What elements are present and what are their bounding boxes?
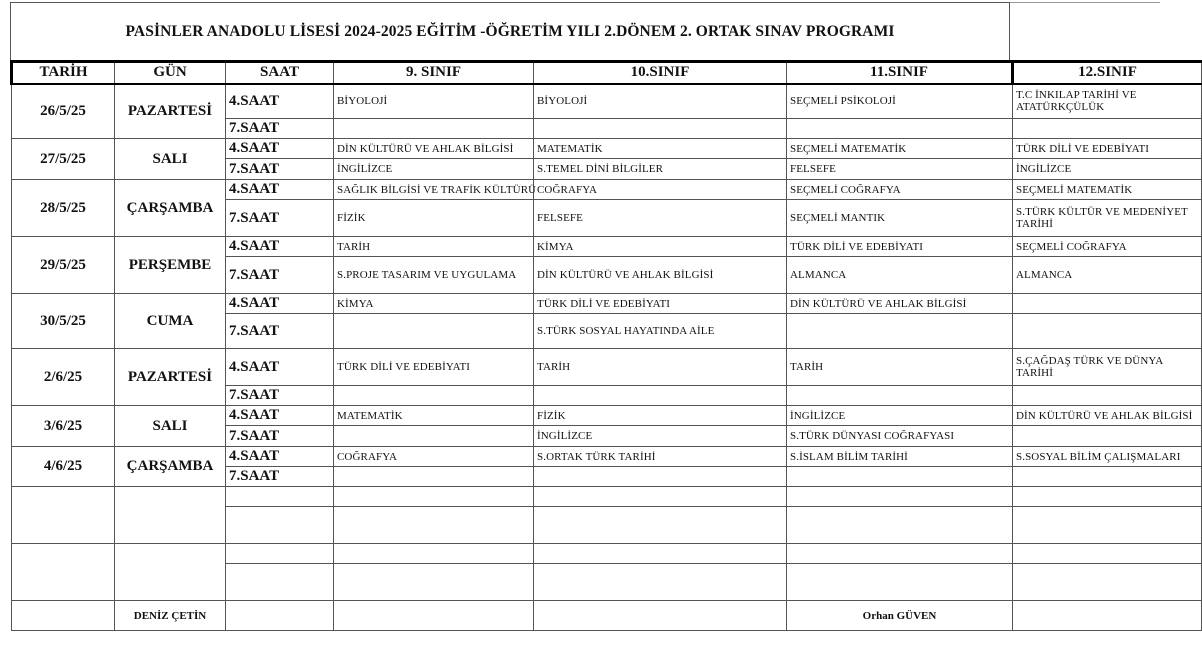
empty-cell[interactable]	[1013, 601, 1202, 631]
subject-cell[interactable]: FELSEFE	[534, 200, 787, 237]
subject-cell[interactable]: DİN KÜLTÜRÜ VE AHLAK BİLGİSİ	[787, 294, 1013, 314]
subject-cell[interactable]	[1013, 386, 1202, 406]
saat-cell[interactable]: 7.SAAT	[226, 386, 334, 406]
empty-cell[interactable]	[787, 544, 1013, 564]
subject-cell[interactable]: SEÇMELİ PSİKOLOJİ	[787, 84, 1013, 119]
date-cell[interactable]: 26/5/25	[12, 84, 115, 139]
header-tarih[interactable]: TARİH	[12, 62, 115, 84]
header-10-sinif[interactable]: 10.SINIF	[534, 62, 787, 84]
subject-cell[interactable]	[787, 386, 1013, 406]
empty-cell[interactable]	[334, 601, 534, 631]
subject-cell[interactable]: DİN KÜLTÜRÜ VE AHLAK BİLGİSİ	[1013, 406, 1202, 426]
saat-cell[interactable]: 7.SAAT	[226, 467, 334, 487]
subject-cell[interactable]	[1013, 467, 1202, 487]
signature-left[interactable]: DENİZ ÇETİN	[115, 601, 226, 631]
subject-cell[interactable]: İNGİLİZCE	[534, 426, 787, 447]
subject-cell[interactable]	[334, 386, 534, 406]
empty-cell[interactable]	[534, 507, 787, 544]
subject-cell[interactable]: KİMYA	[334, 294, 534, 314]
table-row	[12, 237, 1202, 257]
subject-cell[interactable]	[1013, 426, 1202, 447]
subject-cell[interactable]: TÜRK DİLİ VE EDEBİYATI	[1013, 139, 1202, 159]
subject-cell[interactable]	[787, 314, 1013, 349]
subject-cell[interactable]: SAĞLIK BİLGİSİ VE TRAFİK KÜLTÜRÜ	[334, 180, 534, 200]
day-cell[interactable]: SALI	[115, 406, 226, 447]
empty-cell[interactable]	[334, 544, 534, 564]
subject-cell[interactable]: COĞRAFYA	[534, 180, 787, 200]
saat-cell[interactable]: 7.SAAT	[226, 200, 334, 237]
saat-cell[interactable]: 4.SAAT	[226, 180, 334, 200]
subject-cell[interactable]: TARİH	[534, 349, 787, 386]
saat-cell[interactable]: 7.SAAT	[226, 119, 334, 139]
table-row	[12, 180, 1202, 200]
empty-cell[interactable]	[534, 544, 787, 564]
table-row	[12, 406, 1202, 426]
subject-cell[interactable]: TARİH	[787, 349, 1013, 386]
saat-cell[interactable]: 4.SAAT	[226, 349, 334, 386]
table-row	[12, 139, 1202, 159]
empty-cell[interactable]	[1013, 507, 1202, 544]
subject-cell[interactable]	[1013, 294, 1202, 314]
saat-cell[interactable]: 4.SAAT	[226, 447, 334, 467]
header-saat[interactable]: SAAT	[226, 62, 334, 84]
table-row	[12, 447, 1202, 467]
empty-cell[interactable]	[226, 507, 334, 544]
date-cell[interactable]: 3/6/25	[12, 406, 115, 447]
empty-cell[interactable]	[226, 487, 334, 507]
empty-cell[interactable]	[1013, 487, 1202, 507]
empty-cell[interactable]	[334, 507, 534, 544]
empty-cell[interactable]	[787, 507, 1013, 544]
signature-row	[12, 601, 1202, 631]
date-cell[interactable]: 2/6/25	[12, 349, 115, 406]
saat-cell[interactable]: 4.SAAT	[226, 406, 334, 426]
subject-cell[interactable]: İNGİLİZCE	[787, 406, 1013, 426]
subject-cell[interactable]: T.C İNKILAP TARİHİ VE ATATÜRKÇÜLÜK	[1013, 84, 1202, 119]
saat-cell[interactable]: 4.SAAT	[226, 237, 334, 257]
subject-cell[interactable]: MATEMATİK	[534, 139, 787, 159]
header-11-sinif[interactable]: 11.SINIF	[787, 62, 1013, 84]
table-row	[12, 487, 1202, 507]
subject-cell[interactable]: S.SOSYAL BİLİM ÇALIŞMALARI	[1013, 447, 1202, 467]
empty-cell[interactable]	[226, 601, 334, 631]
subject-cell[interactable]: TÜRK DİLİ VE EDEBİYATI	[534, 294, 787, 314]
table-row	[12, 294, 1202, 314]
subject-cell[interactable]: TÜRK DİLİ VE EDEBİYATI	[334, 349, 534, 386]
signature-right[interactable]: Orhan GÜVEN	[787, 601, 1013, 631]
day-cell[interactable]: PAZARTESİ	[115, 349, 226, 406]
subject-cell[interactable]: S.TÜRK SOSYAL HAYATINDA AİLE	[534, 314, 787, 349]
day-cell[interactable]: ÇARŞAMBA	[115, 180, 226, 237]
subject-cell[interactable]	[534, 386, 787, 406]
subject-cell[interactable]: BİYOLOJİ	[534, 84, 787, 119]
header-9-sinif[interactable]: 9. SINIF	[334, 62, 534, 84]
empty-date-cell[interactable]	[12, 544, 115, 601]
page-title: PASİNLER ANADOLU LİSESİ 2024-2025 EĞİTİM -ÖĞRETİM YILI 2.DÖNEM 2. ORTAK SINAV PROGRAMI	[125, 22, 895, 40]
saat-cell[interactable]: 7.SAAT	[226, 426, 334, 447]
table-row	[12, 349, 1202, 386]
date-cell[interactable]: 28/5/25	[12, 180, 115, 237]
empty-date-cell[interactable]	[12, 487, 115, 544]
empty-cell[interactable]	[534, 487, 787, 507]
subject-cell[interactable]	[1013, 119, 1202, 139]
subject-cell[interactable]	[334, 426, 534, 447]
subject-cell[interactable]: COĞRAFYA	[334, 447, 534, 467]
saat-cell[interactable]: 4.SAAT	[226, 139, 334, 159]
subject-cell[interactable]	[1013, 314, 1202, 349]
header-row	[12, 62, 1202, 84]
subject-cell[interactable]: ALMANCA	[787, 257, 1013, 294]
subject-cell[interactable]: İNGİLİZCE	[334, 159, 534, 180]
subject-cell[interactable]	[334, 467, 534, 487]
day-cell[interactable]: ÇARŞAMBA	[115, 447, 226, 487]
empty-header-cell[interactable]	[1010, 2, 1160, 60]
empty-cell[interactable]	[1013, 564, 1202, 601]
date-cell[interactable]: 29/5/25	[12, 237, 115, 294]
subject-cell[interactable]: SEÇMELİ COĞRAFYA	[1013, 237, 1202, 257]
subject-cell[interactable]: SEÇMELİ COĞRAFYA	[787, 180, 1013, 200]
saat-cell[interactable]: 7.SAAT	[226, 159, 334, 180]
subject-cell[interactable]: FİZİK	[534, 406, 787, 426]
saat-cell[interactable]: 7.SAAT	[226, 314, 334, 349]
subject-cell[interactable]: BİYOLOJİ	[334, 84, 534, 119]
subject-cell[interactable]: SEÇMELİ MANTIK	[787, 200, 1013, 237]
empty-cell[interactable]	[787, 487, 1013, 507]
subject-cell[interactable]: S.ORTAK TÜRK TARİHİ	[534, 447, 787, 467]
empty-cell[interactable]	[534, 564, 787, 601]
empty-cell[interactable]	[226, 564, 334, 601]
subject-cell[interactable]: DİN KÜLTÜRÜ VE AHLAK BİLGİSİ	[334, 139, 534, 159]
day-cell[interactable]: CUMA	[115, 294, 226, 349]
empty-day-cell[interactable]	[115, 544, 226, 601]
subject-cell[interactable]: FİZİK	[334, 200, 534, 237]
empty-cell[interactable]	[226, 544, 334, 564]
subject-cell[interactable]	[534, 467, 787, 487]
subject-cell[interactable]: TARİH	[334, 237, 534, 257]
subject-cell[interactable]: SEÇMELİ MATEMATİK	[787, 139, 1013, 159]
day-cell[interactable]: SALI	[115, 139, 226, 180]
subject-cell[interactable]: SEÇMELİ MATEMATİK	[1013, 180, 1202, 200]
saat-cell[interactable]: 4.SAAT	[226, 294, 334, 314]
title-cell[interactable]	[10, 2, 1010, 60]
subject-cell[interactable]: ALMANCA	[1013, 257, 1202, 294]
empty-day-cell[interactable]	[115, 487, 226, 544]
date-cell[interactable]: 27/5/25	[12, 139, 115, 180]
table-row	[12, 544, 1202, 564]
subject-cell[interactable]	[787, 467, 1013, 487]
subject-cell[interactable]: İNGİLİZCE	[1013, 159, 1202, 180]
date-cell[interactable]: 30/5/25	[12, 294, 115, 349]
subject-cell[interactable]	[534, 119, 787, 139]
table-row	[12, 84, 1202, 119]
subject-cell[interactable]	[787, 119, 1013, 139]
empty-cell[interactable]	[334, 487, 534, 507]
subject-cell[interactable]	[334, 314, 534, 349]
subject-cell[interactable]: FELSEFE	[787, 159, 1013, 180]
subject-cell[interactable]: S.TEMEL DİNİ BİLGİLER	[534, 159, 787, 180]
header-gun[interactable]: GÜN	[115, 62, 226, 84]
subject-cell[interactable]: S.TÜRK KÜLTÜR VE MEDENİYET TARİHİ	[1013, 200, 1202, 237]
subject-cell[interactable]: DİN KÜLTÜRÜ VE AHLAK BİLGİSİ	[534, 257, 787, 294]
subject-cell[interactable]: TÜRK DİLİ VE EDEBİYATI	[787, 237, 1013, 257]
subject-cell[interactable]: S.İSLAM BİLİM TARİHİ	[787, 447, 1013, 467]
empty-cell[interactable]	[334, 564, 534, 601]
subject-cell[interactable]: S.PROJE TASARIM VE UYGULAMA	[334, 257, 534, 294]
subject-cell[interactable]	[334, 119, 534, 139]
schedule-table	[10, 60, 1202, 631]
day-cell[interactable]: PERŞEMBE	[115, 237, 226, 294]
empty-cell[interactable]	[12, 601, 115, 631]
subject-cell[interactable]: KİMYA	[534, 237, 787, 257]
subject-cell[interactable]: S.ÇAĞDAŞ TÜRK VE DÜNYA TARİHİ	[1013, 349, 1202, 386]
date-cell[interactable]: 4/6/25	[12, 447, 115, 487]
subject-cell[interactable]: MATEMATİK	[334, 406, 534, 426]
subject-cell[interactable]: S.TÜRK DÜNYASI COĞRAFYASI	[787, 426, 1013, 447]
saat-cell[interactable]: 7.SAAT	[226, 257, 334, 294]
empty-cell[interactable]	[534, 601, 787, 631]
day-cell[interactable]: PAZARTESİ	[115, 84, 226, 139]
saat-cell[interactable]: 4.SAAT	[226, 84, 334, 119]
header-12-sinif[interactable]: 12.SINIF	[1013, 62, 1202, 84]
empty-cell[interactable]	[1013, 544, 1202, 564]
empty-cell[interactable]	[787, 564, 1013, 601]
